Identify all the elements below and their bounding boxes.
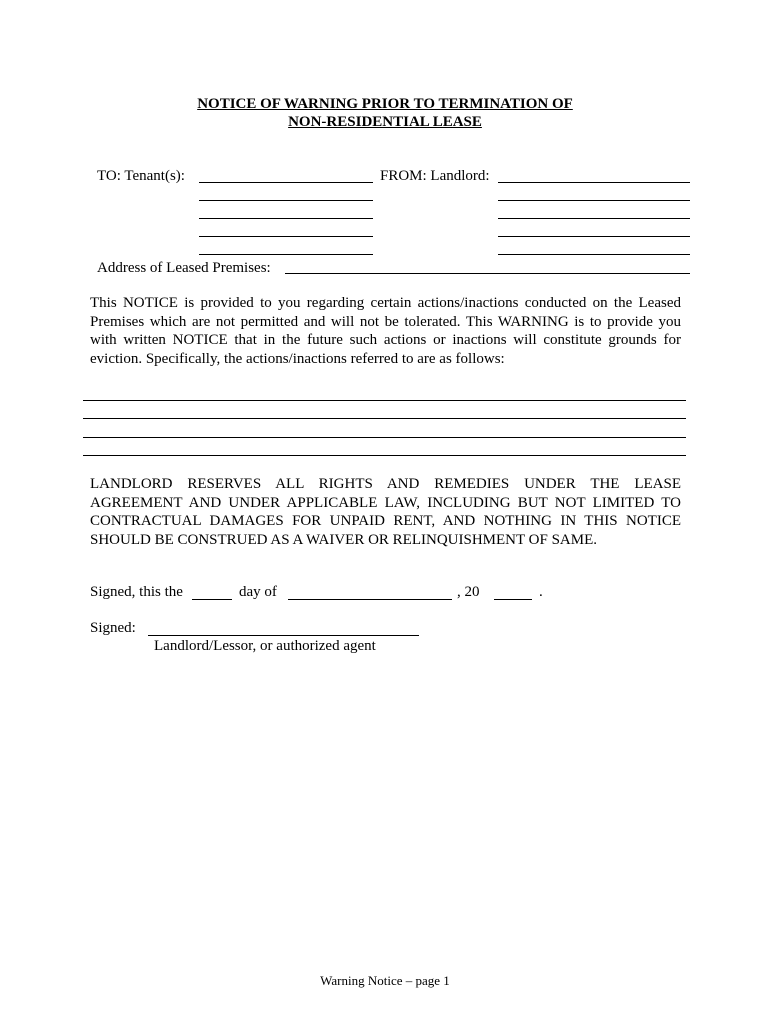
landlord-line-5[interactable] [498, 254, 690, 255]
signed-this-label: Signed, this the [90, 584, 183, 600]
actions-line-4[interactable] [83, 455, 686, 456]
year-prefix-label: , 20 [457, 584, 480, 600]
tenant-line-3[interactable] [199, 218, 373, 219]
actions-line-2[interactable] [83, 418, 686, 419]
landlord-line-1[interactable] [498, 182, 690, 183]
actions-line-3[interactable] [83, 437, 686, 438]
document-title-line-2: NON-RESIDENTIAL LEASE [288, 114, 482, 130]
tenant-line-4[interactable] [199, 236, 373, 237]
address-line[interactable] [285, 273, 690, 274]
tenant-line-1[interactable] [199, 182, 373, 183]
signature-caption: Landlord/Lessor, or authorized agent [154, 638, 376, 654]
landlord-line-3[interactable] [498, 218, 690, 219]
date-period: . [539, 584, 543, 600]
notice-paragraph: This NOTICE is provided to you regarding certain actions/inactions conducted on the Leased Premises which are not permitted and will not be tolerated. This WARNING is to provide you with written NOTICE that in the future such actions or inactions will constitute grounds for eviction. Specifically, the actions/inactions referred to are as follows: [90, 295, 681, 367]
day-of-label: day of [239, 584, 277, 600]
landlord-line-4[interactable] [498, 236, 690, 237]
rights-paragraph: LANDLORD RESERVES ALL RIGHTS AND REMEDIES UNDER THE LEASE AGREEMENT AND UNDER APPLICABLE LAW, INCLUDING BUT NOT LIMITED TO CONTRACTUAL DAMAGES FOR UNPAID RENT, AND NOTHING IN THIS NOTICE SHOULD BE CONSTRUED AS A WAIVER OR RELINQUISHMENT OF SAME. [90, 476, 681, 548]
tenant-line-2[interactable] [199, 200, 373, 201]
address-label: Address of Leased Premises: [97, 260, 271, 276]
landlord-line-2[interactable] [498, 200, 690, 201]
year-blank[interactable] [494, 599, 532, 600]
to-tenant-label: TO: Tenant(s): [97, 168, 185, 184]
document-title-line-1: NOTICE OF WARNING PRIOR TO TERMINATION OF [197, 96, 573, 112]
signature-line[interactable] [148, 635, 419, 636]
actions-line-1[interactable] [83, 400, 686, 401]
signed-label: Signed: [90, 620, 136, 636]
day-blank[interactable] [192, 599, 232, 600]
from-landlord-label: FROM: Landlord: [380, 168, 490, 184]
page-footer: Warning Notice – page 1 [320, 973, 450, 988]
month-blank[interactable] [288, 599, 452, 600]
tenant-line-5[interactable] [199, 254, 373, 255]
